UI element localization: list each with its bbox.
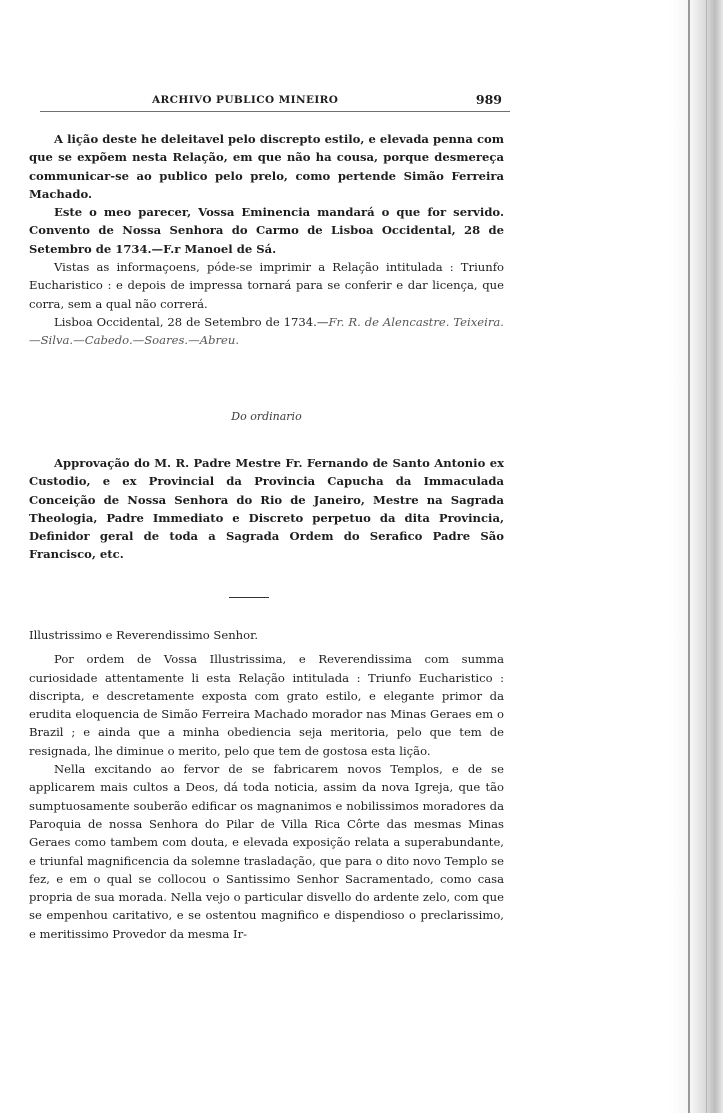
- page-header: [40, 92, 510, 114]
- binding-edge-line: [688, 0, 690, 1113]
- header-rule: [40, 111, 510, 112]
- page-number: 989: [475, 92, 502, 107]
- running-title: ARCHIVO PUBLICO MINEIRO: [152, 94, 339, 106]
- signature-paragraph: [29, 313, 504, 350]
- paragraph: Este o meo parecer, Vossa Eminencia mandará o que for servido. Convento de Nossa Senhora do Carmo de Lisboa Occidental, 28 de Setembro de 1734.—F.r Manoel de Sá.: [29, 205, 504, 256]
- paragraph: A lição deste he deleitavel pelo discrepto estilo, e elevada penna com que se expõem nesta Relação, em que não ha cousa, porque desmereça communicar-se ao publico pelo prelo, como pertende Simão Ferreira Machado.: [29, 132, 504, 201]
- page-edge-shadow: [669, 0, 723, 1113]
- date-line: Lisboa Occidental, 28 de Setembro de 1734.—: [54, 314, 329, 329]
- paragraph: Por ordem de Vossa Illustrissima, e Reverendissima com summa curiosidade attentamente li esta Relação intitulada : Triunfo Eucharistico : discripta, e descretamente exposta com grato estilo, e elegante primor da erudita eloquencia de Simão Ferreira Machado morador nas Minas Geraes em o Brazil ; e ainda que a minha obediencia seja meritoria, pelo que tem de resignada, lhe diminue o merito, pelo que tem de gostosa esta lição.: [29, 652, 504, 758]
- section-divider: [229, 597, 269, 598]
- censor-opinion-section: [29, 130, 504, 350]
- paragraph: Nella excitando ao fervor de se fabricarem novos Templos, e de se applicarem mais cultos a Deos, dá toda noticia, assim da nova Igreja, que tão sumptuosamente souberão edificar os magnanimos e nobilissimos moradores da Paroquia de nossa Senhora do Pilar de Villa Rica Côrte das mesmas Minas Geraes como tambem com douta, e elevada exposição relata a superabundante, e triunfal magnificencia da solemne trasladação, que para o dito novo Templo se fez, e em o qual se collocou o Santissimo Senhor Sacramentado, como casa propria de sua morada. Nella vejo o particular disvello do ardente zelo, com que se empenhou caritativo, e se ostentou magnifico e dispendioso o preclarissimo, e meritissimo Provedor da mesma Ir-: [29, 762, 504, 941]
- salutation: Illustrissimo e Reverendissimo Senhor.: [29, 628, 259, 642]
- binding-edge-line: [706, 0, 707, 1113]
- section-heading: Do ordinario: [231, 410, 302, 423]
- letter-section: [29, 626, 504, 943]
- approval-title: Approvação do M. R. Padre Mestre Fr. Fernando de Santo Antonio ex Custodio, e ex Provincial da Provincia Capucha da Immaculada Conceição de Nossa Senhora do Rio de Janeiro, Mestre na Sagrada Theologia, Padre Immediato e Discreto perpetuo da dita Provincia, Definidor geral de toda a Sagrada Ordem do Serafico Padre São Francisco, etc.: [29, 456, 504, 562]
- signatures: Fr. R. de Alencastre. Teixeira.—Silva.—Cabedo.—Soares.—Abreu.: [29, 314, 504, 348]
- approval-section: [29, 454, 504, 564]
- paragraph: Vistas as informaçoens, póde-se imprimir a Relação intitulada : Triunfo Eucharistico : e depois de impressa tornará para se conferir e dar licença, que corra, sem a qual não correrá.: [29, 260, 504, 311]
